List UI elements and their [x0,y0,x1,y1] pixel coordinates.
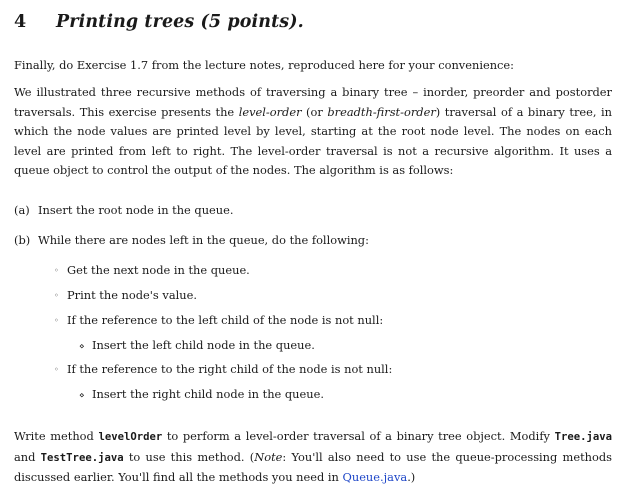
closing-text: and [14,449,41,464]
circle-bullet-icon: ◦ [54,291,59,300]
substep-item [54,261,250,280]
step-marker: (a) [14,203,30,217]
circle-bullet-icon: ◦ [54,365,59,374]
substep-text: If the reference to the left child of the node is not null: [67,313,384,327]
substep-text: Print the node's value. [67,288,197,302]
step-item [14,201,234,220]
note-label: Note [254,449,283,464]
term-level-order: level-order [238,104,302,119]
subsubstep-item [79,385,324,406]
description-text: (or [301,104,328,119]
closing-text: to perform a level-order traversal of a binary tree object. Modify [162,429,555,443]
step-marker: (b) [14,233,31,247]
closing-text: Write method [14,429,99,443]
substep-text: If the reference to the right child of the node is not null: [67,362,393,376]
closing-text: .) [407,470,416,485]
description-text: ) traversal of a binary tree, in which the node values are printed level by level, starting at the root node level. The nodes on each level are printed from left to right. The level-order traversal is not a recursive algorithm. It uses a queue object to control the output of the nodes. The algorithm is as follows: [14,104,612,178]
circle-bullet-icon: ◦ [54,316,59,325]
code-tree-java: Tree.java [554,431,612,443]
section-number: 4 [14,12,27,32]
description-paragraph [14,83,612,181]
subsubstep-text: Insert the right child node in the queue. [92,387,324,401]
closing-text: : You'll also need to use the queue-processing methods discussed earlier. You'll find all the methods you need in [14,449,613,485]
intro-paragraph: Finally, do Exercise 1.7 from the lecture notes, reproduced here for your convenience: [14,58,515,72]
step-item [14,231,369,250]
queue-java-link[interactable]: Queue.java [342,470,408,485]
substep-item [54,286,197,305]
diamond-bullet-icon: ⋄ [79,342,85,352]
section-heading [14,12,304,32]
substep-item [54,311,383,330]
subsubstep-text: Insert the left child node in the queue. [92,338,315,352]
term-breadth-first-order: breadth-first-order [327,104,436,119]
circle-bullet-icon: ◦ [54,266,59,275]
code-testtree-java: TestTree.java [40,451,124,464]
substep-item [54,360,392,379]
closing-paragraph [14,427,612,488]
code-levelorder: levelOrder [98,431,163,443]
description-text: We illustrated three recursive methods of traversing a binary tree – inorder, preorder and postorder traversals. This exercise presents the [14,85,612,119]
subsubstep-item [79,336,315,357]
section-title: Printing trees (5 points). [56,12,304,32]
step-text: While there are nodes left in the queue, do the following: [38,233,369,247]
closing-text: to use this method. ( [123,449,255,464]
step-text: Insert the root node in the queue. [38,203,234,217]
diamond-bullet-icon: ⋄ [79,391,85,401]
substep-text: Get the next node in the queue. [67,263,250,277]
